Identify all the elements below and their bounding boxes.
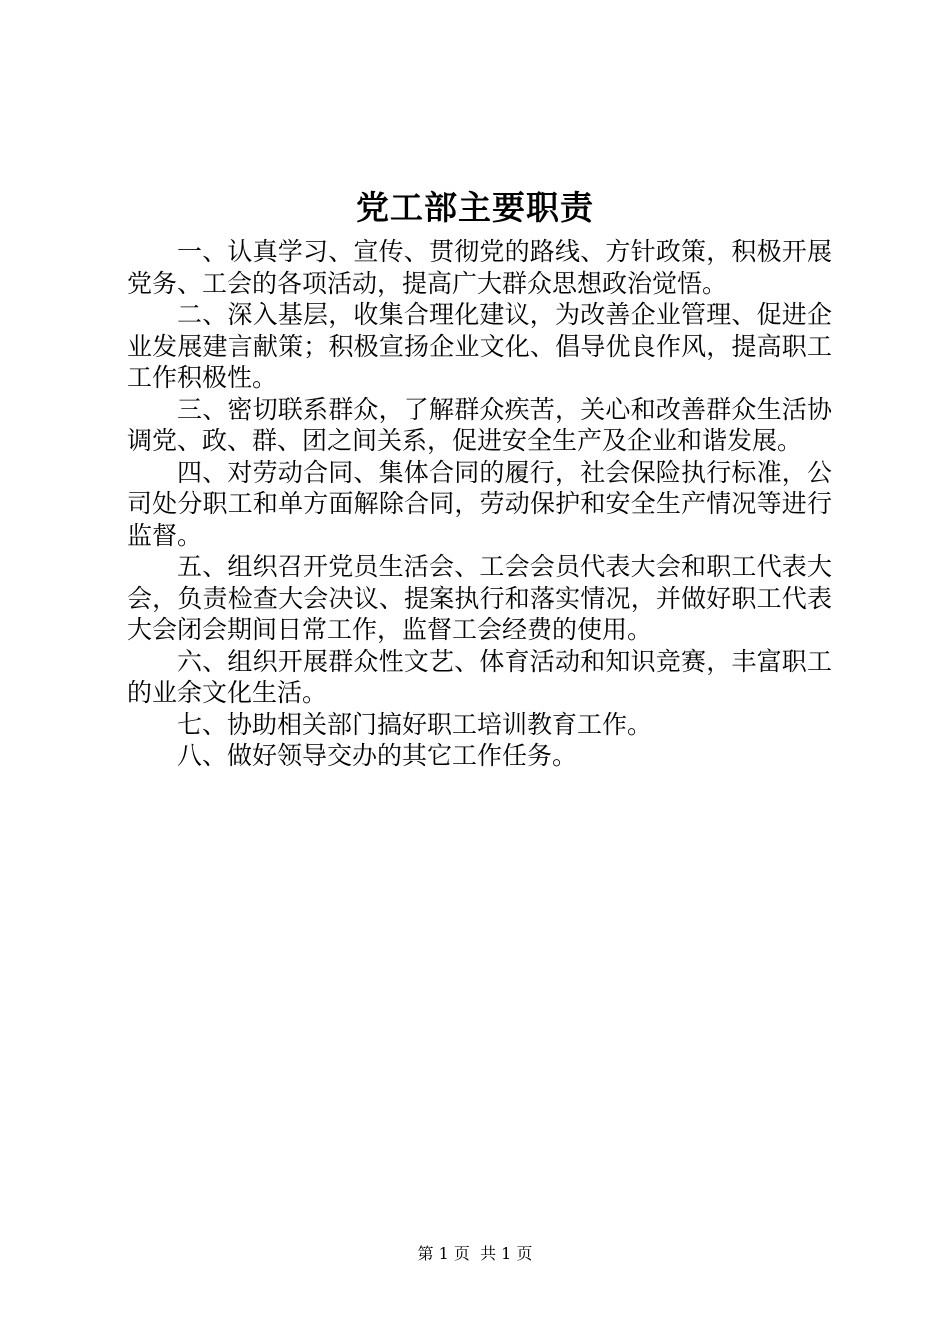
- duty-item-8: 八、做好领导交办的其它工作任务。: [177, 741, 578, 770]
- document-title: 党工部主要职责: [356, 188, 594, 227]
- duty-item-2: 二、深入基层，收集合理化建议，为改善企业管理、促进企业发展建言献策；积极宣扬企业文化、倡导优良作风，提高职工工作积极性。: [127, 300, 832, 392]
- page-number-total: 共 1 页: [480, 1244, 533, 1263]
- duty-item-1: 一、认真学习、宣传、贯彻党的路线、方针政策，积极开展党务、工会的各项活动，提高广大群众思想政治觉悟。: [127, 237, 832, 298]
- duty-item-4: 四、对劳动合同、集体合同的履行，社会保险执行标准，公司处分职工和单方面解除合同，劳动保护和安全生产情况等进行监督。: [127, 457, 832, 550]
- duty-item-7: 七、协助相关部门搞好职工培训教育工作。: [177, 709, 653, 739]
- document-body: [127, 236, 832, 772]
- duty-item-3: 三、密切联系群众，了解群众疾苦，关心和改善群众生活协调党、政、群、团之间关系，促进安全生产及企业和谐发展。: [127, 394, 832, 455]
- duty-item-5: 五、组织召开党员生活会、工会会员代表大会和职工代表大会，负责检查大会决议、提案执行和落实情况，并做好职工代表大会闭会期间日常工作，监督工会经费的使用。: [127, 552, 832, 644]
- duty-item-6: 六、组织开展群众性文艺、体育活动和知识竞赛，丰富职工的业余文化生活。: [127, 646, 832, 707]
- page-number-current: 第 1 页: [417, 1244, 470, 1263]
- page-footer: [0, 1244, 950, 1264]
